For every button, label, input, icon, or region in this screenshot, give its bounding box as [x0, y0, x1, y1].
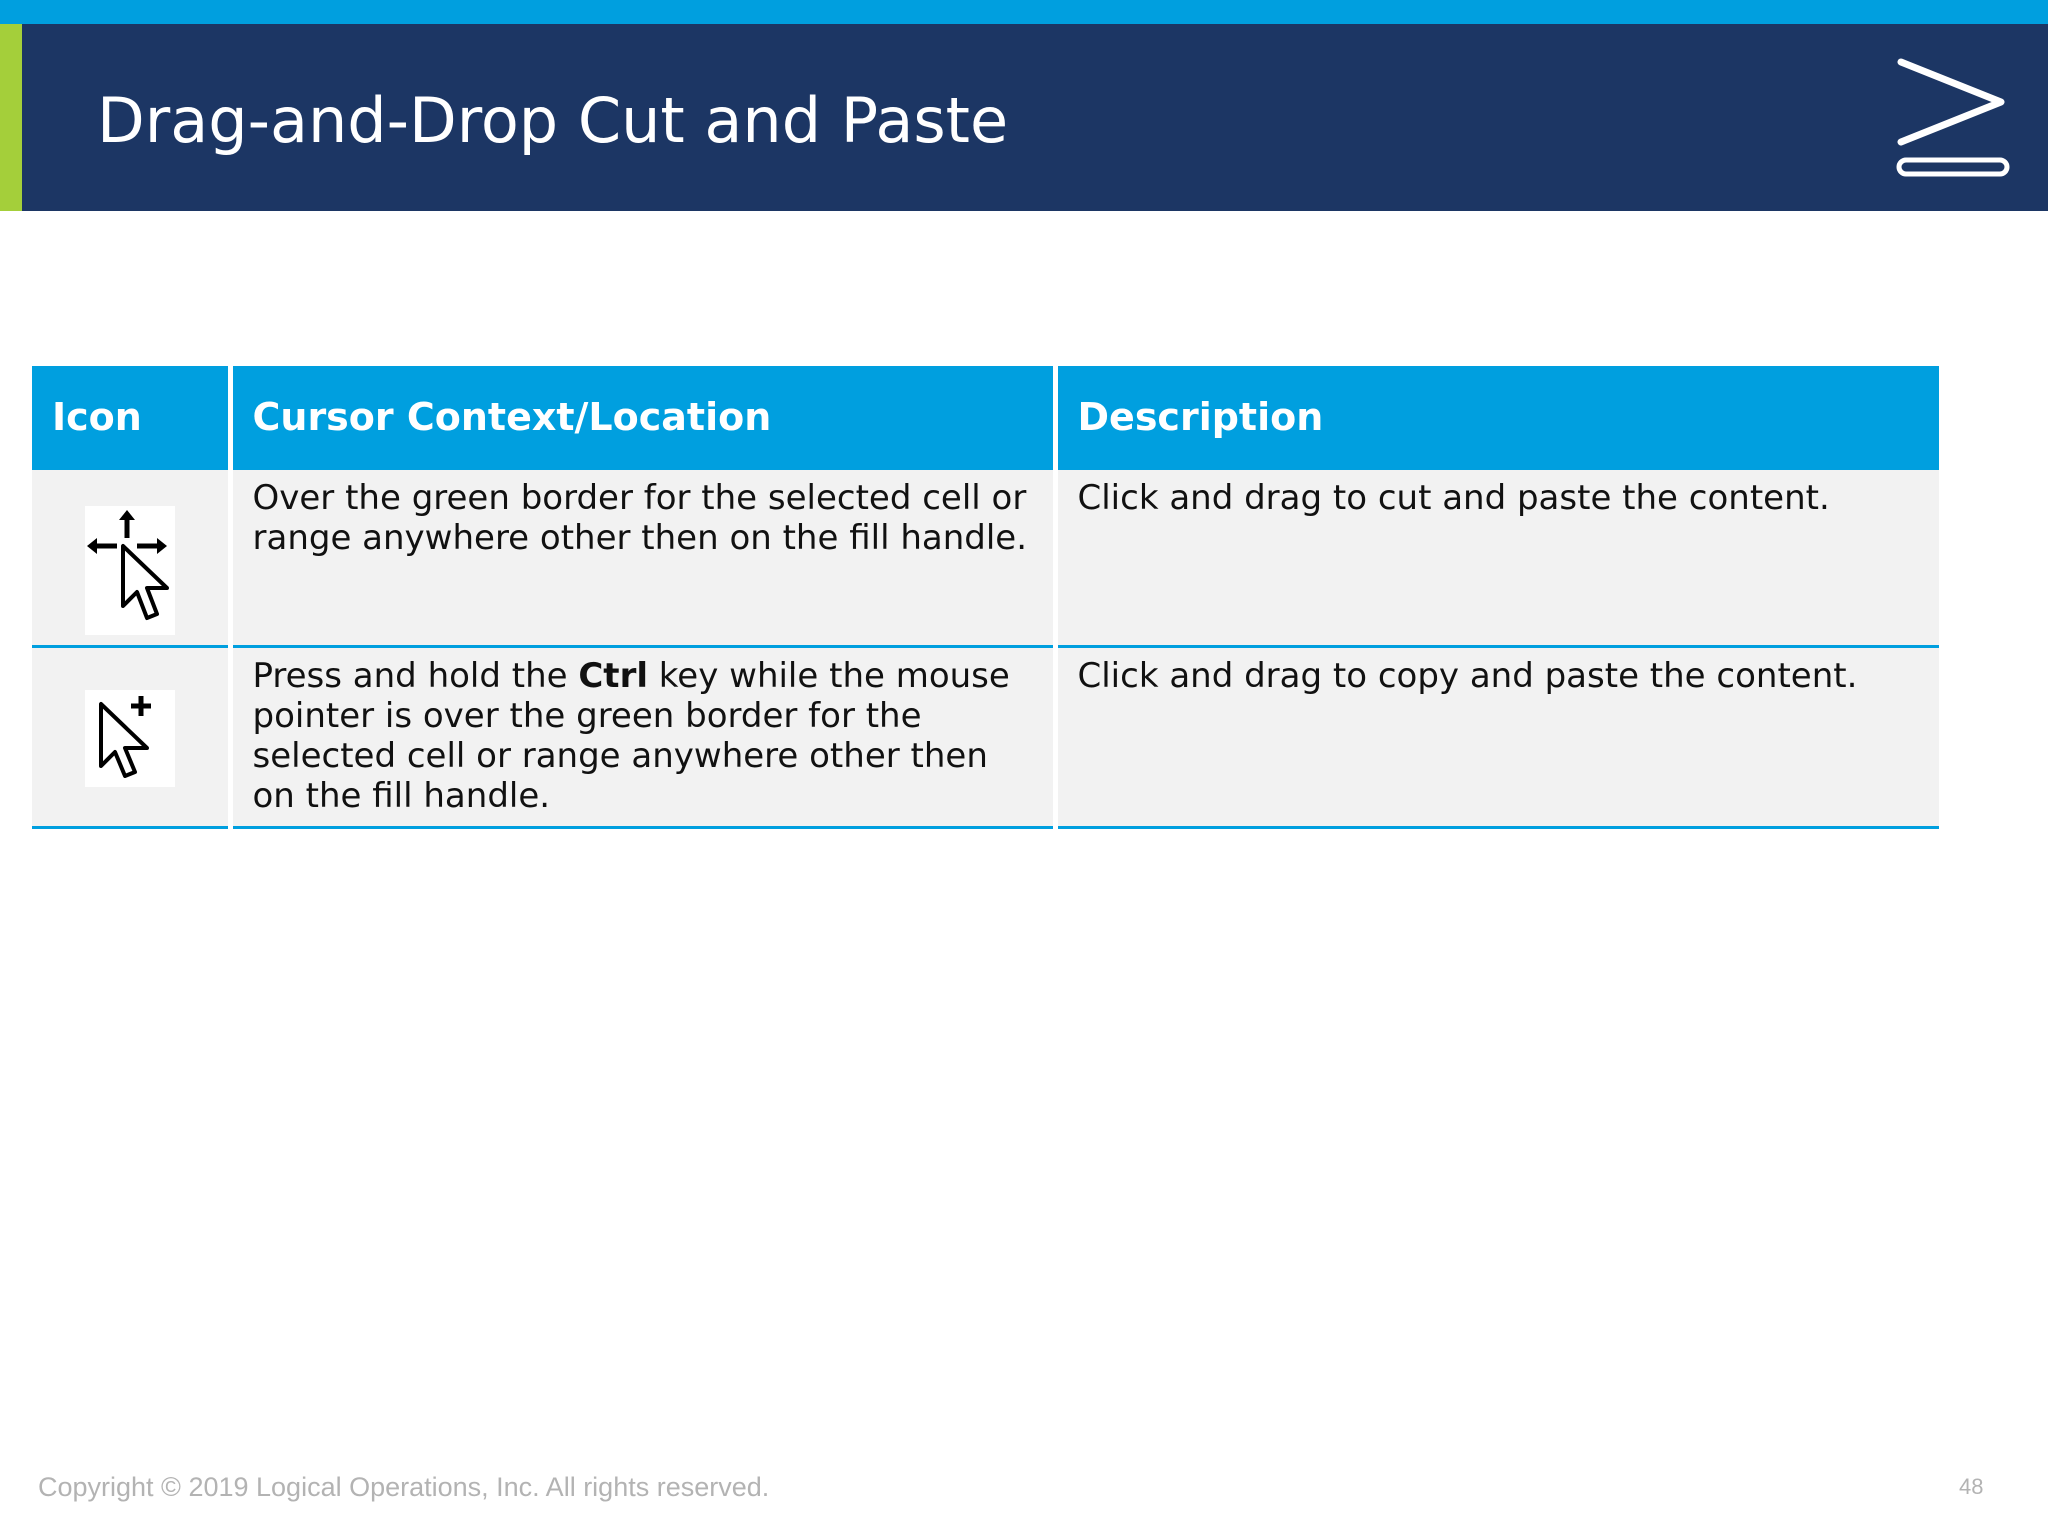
- top-accent-strip: [0, 0, 2048, 24]
- table-row: [32, 647, 1939, 828]
- context-cell: [230, 647, 1055, 828]
- description-cell: Click and drag to cut and paste the content.: [1055, 469, 1939, 647]
- page-number: 48: [1959, 1474, 1984, 1499]
- header-description: Description: [1055, 366, 1939, 469]
- context-text-end: key while the mouse pointer is over the green border for the selected cell or range anywhere other then on the fill handle.: [252, 656, 1010, 816]
- green-accent-bar: [0, 24, 22, 211]
- move-cursor-icon: [85, 506, 175, 635]
- context-text-start: Press and hold the: [252, 656, 579, 696]
- cursor-table: [32, 366, 1939, 829]
- copyright-footer: Copyright © 2019 Logical Operations, Inc. All rights reserved.: [38, 1472, 770, 1502]
- description-cell: Click and drag to copy and paste the content.: [1055, 647, 1939, 828]
- icon-cell: [32, 469, 230, 647]
- ctrl-key-label: Ctrl: [578, 656, 648, 696]
- table-header-row: [32, 366, 1939, 469]
- context-cell: Over the green border for the selected cell or range anywhere other then on the fill handle.: [230, 469, 1055, 647]
- slide-title: Drag-and-Drop Cut and Paste: [97, 84, 1009, 157]
- header-context: Cursor Context/Location: [230, 366, 1055, 469]
- icon-cell: [32, 647, 230, 828]
- table-row: [32, 469, 1939, 647]
- copy-cursor-icon: [85, 690, 175, 787]
- chevron-logo-icon: [1893, 52, 2013, 182]
- header-icon: Icon: [32, 366, 230, 469]
